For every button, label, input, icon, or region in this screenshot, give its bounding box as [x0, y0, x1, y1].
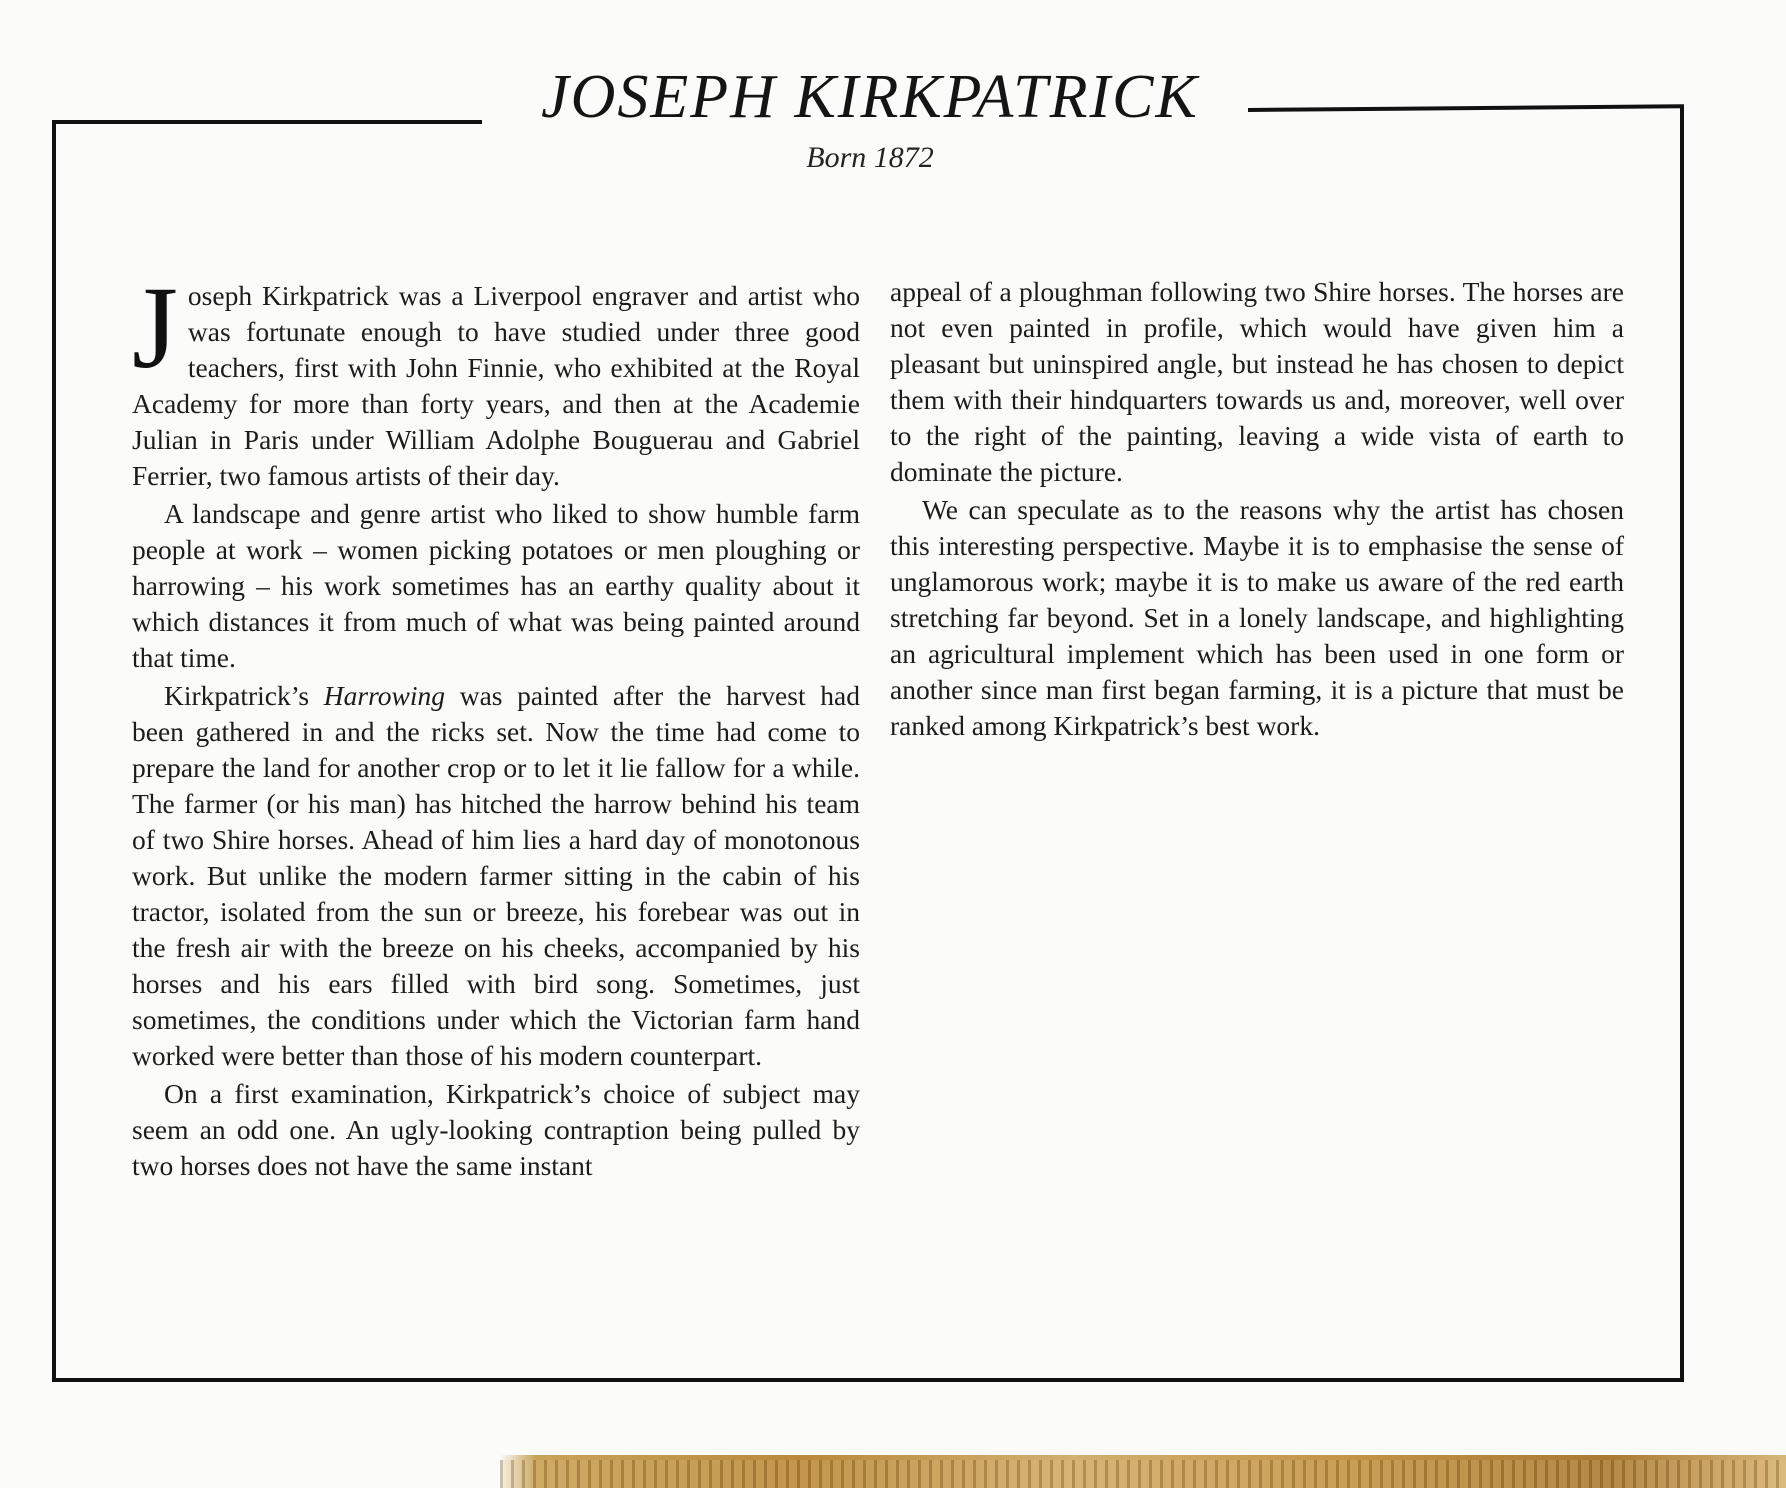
page-subtitle: Born 1872	[806, 141, 934, 174]
right-column	[890, 274, 1624, 834]
paragraph-5: We can speculate as to the reasons why the artist has chosen this interesting perspective. Maybe it is to emphasise the sense of unglamorous work; maybe it is to make us aware of the red earth stretching far beyond. Set in a lonely landscape, and highlighting an agricultural implement which has been used in one form or another since man first began farming, it is a picture that must be ranked among Kirkpatrick’s best work.	[890, 494, 1624, 741]
paragraph-3	[132, 678, 860, 1074]
painting-title: Harrowing	[323, 680, 446, 711]
left-column	[132, 262, 860, 1298]
next-page-edge-texture	[500, 1460, 1786, 1488]
frame-top-rule-right	[1248, 104, 1684, 112]
paragraph-4-continued: appeal of a ploughman following two Shire horses. The horses are not even painted in profile, which would have given him a pleasant but uninspired angle, but instead he has chosen to depict them with their hindquarters towards us and, moreover, well over to the right of the painting, leaving a wide vista of earth to dominate the picture.	[890, 276, 1624, 487]
paragraph-1-text: oseph Kirkpatrick was a Liverpool engraver and artist who was fortunate enough to have studied under three good teachers, first with John Finnie, who exhibited at the Royal Academy for more than forty years, and then at the Academie Julian in Paris under William Adolphe Bouguerau and Gabriel Ferrier, two famous artists of their day.	[132, 280, 860, 491]
paragraph-4: On a first examination, Kirkpatrick’s choice of subject may seem an odd one. An ugly-looking contraption being pulled by two horses does not have the same instant	[132, 1078, 860, 1181]
paragraph-2: A landscape and genre artist who liked to show humble farm people at work – women picking potatoes or men ploughing or harrowing – his work sometimes has an earthy quality about it which distances it from much of what was being painted around that time.	[132, 498, 860, 673]
page-title: JOSEPH KIRKPATRICK	[541, 63, 1199, 131]
paragraph-3-text: was painted after the harvest had been gathered in and the ricks set. Now the time had come to prepare the land for another crop or to let it lie fallow for a while. The farmer (or his man) has hitched the harrow behind his team of two Shire horses. Ahead of him lies a hard day of monotonous work. But unlike the modern farmer sitting in the cabin of his tractor, isolated from the sun or breeze, his forebear was out in the fresh air with the breeze on his cheeks, accompanied by his horses and his ears filled with bird song. Sometimes, just sometimes, the conditions under which the Victorian farm hand worked were better than those of his modern counterpart.	[132, 680, 860, 1071]
paragraph-1	[132, 262, 860, 494]
drop-cap: J	[132, 262, 178, 393]
paragraph-3-lead: Kirkpatrick’s	[164, 680, 324, 711]
